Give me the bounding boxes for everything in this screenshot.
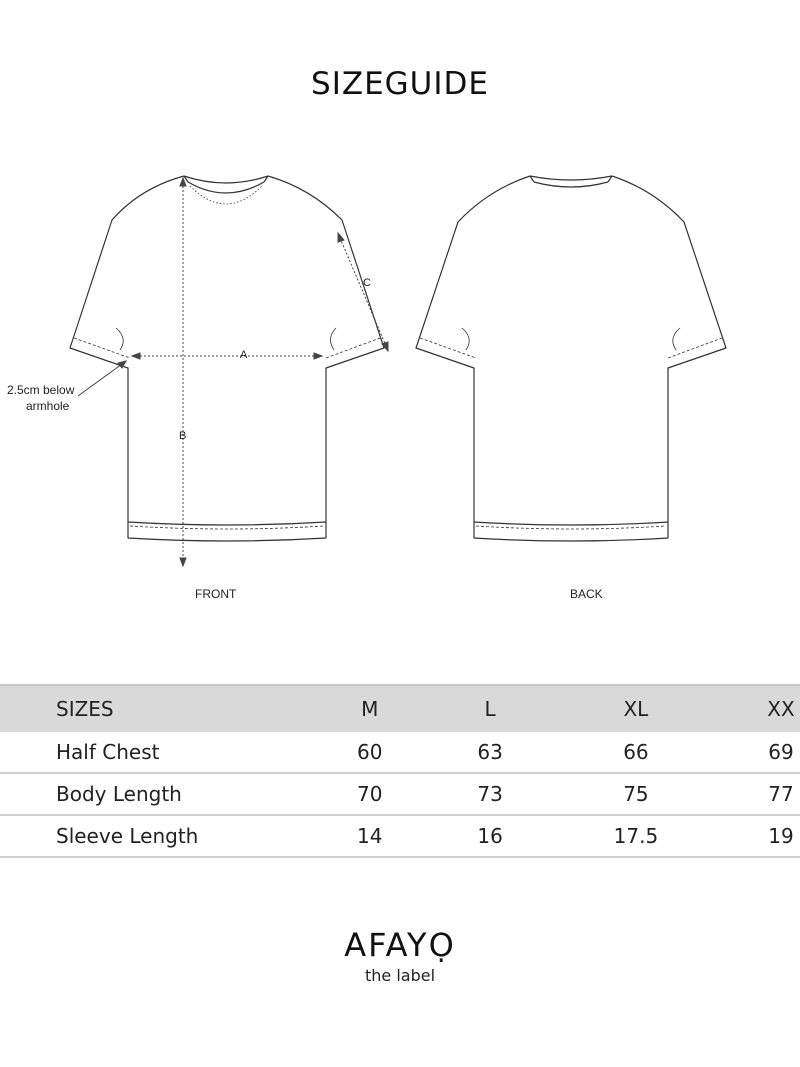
table-cell: 60 xyxy=(329,732,410,773)
front-shirt-outline xyxy=(70,176,384,541)
marker-c: C xyxy=(363,277,371,289)
row-label: Sleeve Length xyxy=(0,815,329,857)
table-cell: 17.5 xyxy=(570,815,702,857)
table-cell: 69 xyxy=(702,732,800,773)
table-cell: 73 xyxy=(410,773,570,815)
armhole-note-line2: armhole xyxy=(26,399,70,413)
table-row xyxy=(0,773,800,815)
table-cell: 66 xyxy=(570,732,702,773)
tshirt-drawing xyxy=(0,160,800,620)
table-cell: 19 xyxy=(702,815,800,857)
header-size-xl: XL xyxy=(570,685,702,732)
table-header-row xyxy=(0,685,800,732)
measure-c-line xyxy=(340,238,386,346)
brand-tagline: the label xyxy=(364,966,436,985)
table-cell: 14 xyxy=(329,815,410,857)
front-collar xyxy=(184,176,268,193)
front-label: FRONT xyxy=(195,587,237,601)
back-shirt-outline xyxy=(416,176,726,541)
table-row xyxy=(0,732,800,773)
header-size-m: M xyxy=(329,685,410,732)
brand-name: AFAYỌ xyxy=(344,926,456,964)
row-label: Half Chest xyxy=(0,732,329,773)
header-sizes: SIZES xyxy=(0,685,329,732)
table-row xyxy=(0,815,800,857)
row-label: Body Length xyxy=(0,773,329,815)
size-table xyxy=(0,684,800,858)
tshirt-diagram xyxy=(0,160,800,620)
header-size-xx: XX xyxy=(702,685,800,732)
header-size-l: L xyxy=(410,685,570,732)
back-label: BACK xyxy=(570,587,603,601)
table-cell: 16 xyxy=(410,815,570,857)
table-cell: 63 xyxy=(410,732,570,773)
back-collar xyxy=(530,176,612,187)
marker-b: B xyxy=(179,430,187,442)
table-cell: 77 xyxy=(702,773,800,815)
armhole-note-line1: 2.5cm below xyxy=(7,383,75,397)
brand-logo xyxy=(0,926,800,985)
table-cell: 70 xyxy=(329,773,410,815)
table-cell: 75 xyxy=(570,773,702,815)
marker-a: A xyxy=(240,349,248,361)
page-title: SIZEGUIDE xyxy=(311,66,489,102)
